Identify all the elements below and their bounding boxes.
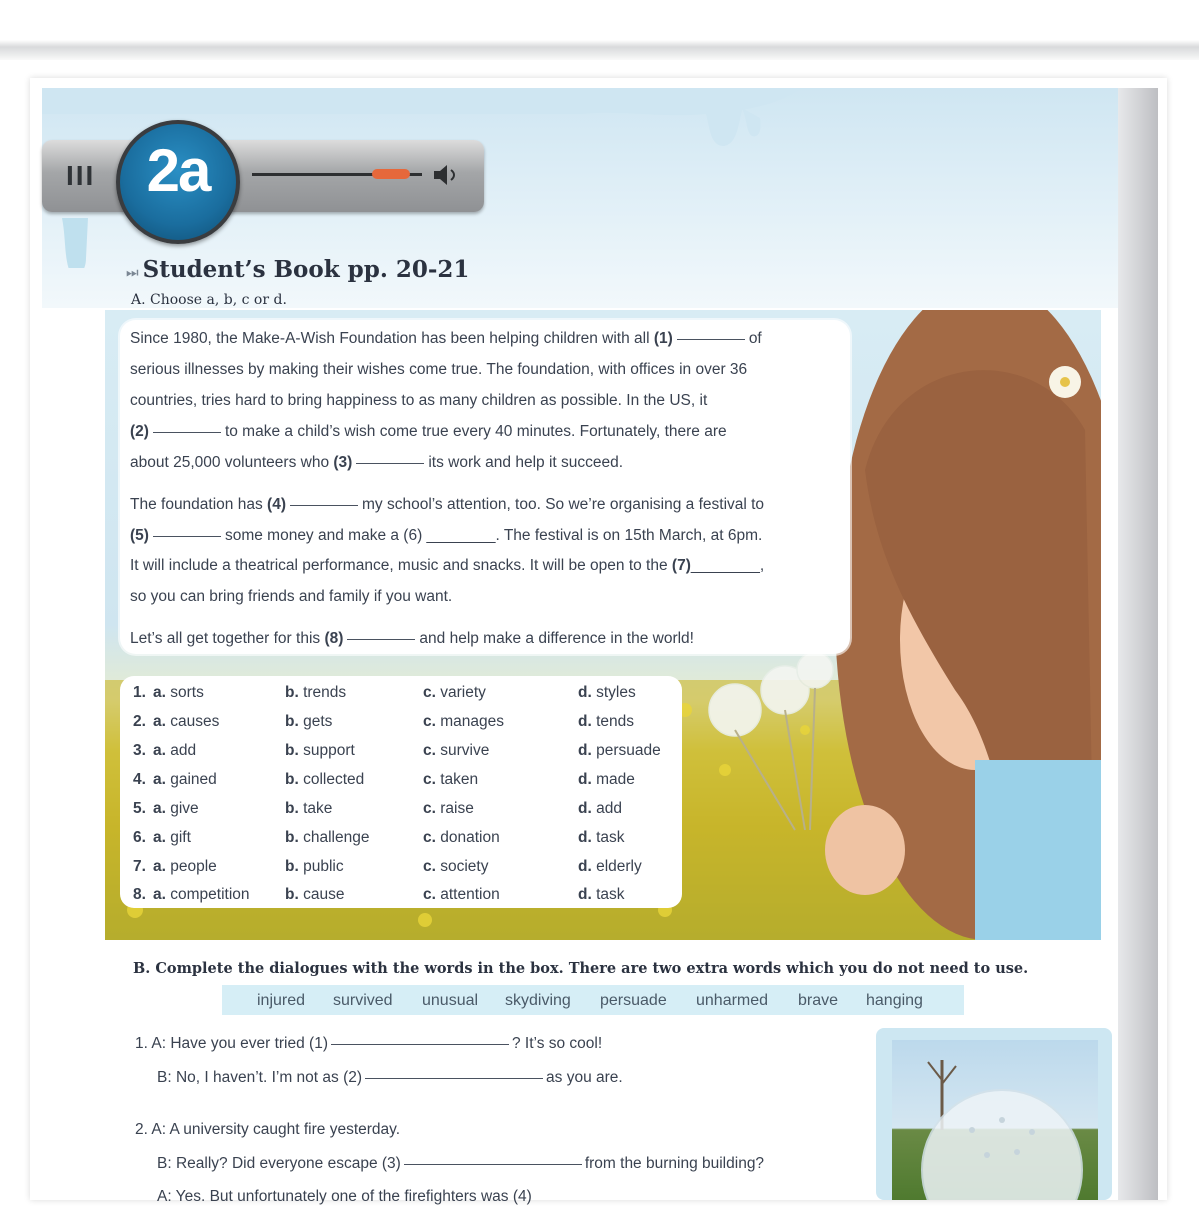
option-text: styles [596,684,636,701]
line-text: Let’s all get together for this [130,630,325,647]
option-b[interactable]: b. challenge [285,829,370,846]
option-text: raise [440,800,474,817]
option-text: people [170,858,217,875]
exercise-a-instruction: A. Choose a, b, c or d. [131,292,287,308]
option-text: tends [596,713,635,730]
option-text: donation [440,829,500,846]
dialogue-2-c [157,1188,532,1206]
line-text: to make a child’s wish come true every 40 minutes. Fortunately, there are [224,423,727,440]
lesson-badge-label: 2a [146,137,210,204]
option-text: public [303,858,344,875]
option-a[interactable]: a. causes [153,713,220,730]
option-text: gift [170,829,191,846]
option-text: challenge [303,829,370,846]
option-d[interactable]: d. persuade [578,742,661,759]
option-c[interactable]: c. attention [423,886,500,903]
option-d[interactable]: d. styles [578,684,636,701]
gap-5[interactable] [153,535,221,537]
option-c[interactable]: c. variety [423,684,486,701]
line-text: It will include a theatrical performance, music and snacks. It will be open to the [130,557,672,574]
gap-number: (7) [671,557,691,574]
passage-line-9 [130,588,452,606]
option-text: support [303,742,355,759]
option-text: elderly [596,858,642,875]
option-d[interactable]: d. add [578,800,622,817]
gap-2[interactable] [153,431,221,433]
word-box-item: brave [798,992,839,1009]
option-text: persuade [596,742,661,759]
option-text: variety [440,684,486,701]
option-text: competition [170,886,250,903]
option-text: add [170,742,197,759]
option-text: attention [440,886,500,903]
gap-number: (8) [324,630,344,647]
gap-8[interactable] [347,638,415,640]
option-text: task [596,829,625,846]
option-number: 2. [133,713,146,730]
line-text: ________, [690,557,765,574]
passage-line-1 [130,330,762,348]
line-text: countries, tries hard to bring happiness to as many children as possible. In the US, it [130,392,708,409]
option-d[interactable]: d. tends [578,713,635,730]
option-d[interactable]: d. task [578,829,625,846]
option-a[interactable]: a. add [153,742,197,759]
option-c[interactable]: c. survive [423,742,490,759]
word-box-item: survived [333,992,393,1009]
option-text: give [170,800,199,817]
option-text: society [440,858,489,875]
blank-1[interactable] [331,1043,509,1045]
option-a[interactable]: a. gift [153,829,191,846]
option-text: gets [303,713,333,730]
option-text: task [596,886,625,903]
gap-3[interactable] [356,462,424,464]
option-text: manages [440,713,504,730]
word-box-item: persuade [600,992,667,1009]
line-text: its work and help it succeed. [428,454,624,471]
gap-number: (1) [653,330,673,347]
passage-line-6 [130,496,764,514]
option-text: collected [303,771,365,788]
gap-number: (5) [130,527,149,544]
gap-number: (4) [267,496,286,513]
option-number: 4. [133,771,146,788]
option-b[interactable]: b. public [285,858,344,875]
gap-number: (3) [333,454,353,471]
passage-line-4 [130,423,727,441]
dialogue-text: 2. A: A university caught fire yesterday. [135,1121,401,1138]
exercise-b-instruction: B. Complete the dialogues with the words in the box. There are two extra words which you do not need to use. [133,960,1029,977]
option-b[interactable]: b. gets [285,713,333,730]
option-a[interactable]: a. give [153,800,199,817]
dialogue-1-b [157,1069,623,1087]
option-d[interactable]: d. task [578,886,625,903]
option-a[interactable]: a. sorts [153,684,204,701]
blank-2[interactable] [365,1077,543,1079]
option-c[interactable]: c. manages [423,713,504,730]
option-text: add [596,800,622,817]
word-box-item: unharmed [696,992,769,1009]
word-box-item: injured [257,992,306,1009]
option-c[interactable]: c. donation [423,829,500,846]
dialogue-text: from the burning building? [584,1155,765,1172]
option-number: 5. [133,800,146,817]
line-text: about 25,000 volunteers who [130,454,334,471]
speaker-icon [432,163,462,187]
passage-line-3 [130,392,707,410]
option-number: 6. [133,829,146,846]
option-a[interactable]: a. competition [153,886,250,903]
option-b[interactable]: b. take [285,800,333,817]
dialogue-text: B: No, I haven’t. I’m not as (2) [157,1069,363,1086]
page-spine-shadow [1118,88,1158,1200]
menu-bars-icon: III [66,160,96,191]
audio-slider-knob [372,169,410,179]
option-text: taken [440,771,479,788]
word-box-item: hanging [866,992,923,1009]
book-reference [126,256,469,283]
line-text: The foundation has [130,496,268,513]
option-b[interactable]: b. collected [285,771,365,788]
zorb-ball-photo [892,1040,1098,1200]
scan-top-edge [0,0,1199,60]
dialogue-2-a [135,1121,400,1139]
passage-line-2 [130,361,747,379]
dialogue-2-b [157,1155,764,1173]
passage-line-10 [130,630,694,648]
option-text: cause [303,886,345,903]
line-text: of [748,330,762,347]
option-c[interactable]: c. taken [423,771,479,788]
gap-number: (2) [130,423,149,440]
dialogue-text: A: Yes. But unfortunately one of the firefighters was (4) [157,1188,532,1205]
option-text: gained [170,771,217,788]
gap-1[interactable] [677,338,745,340]
option-number: 8. [133,886,146,903]
option-text: sorts [170,684,204,701]
line-text: so you can bring friends and family if you want. [130,588,453,605]
option-b[interactable]: b. cause [285,886,345,903]
word-box-item: unusual [422,992,479,1009]
option-b[interactable]: b. support [285,742,355,759]
option-text: trends [303,684,347,701]
option-d[interactable]: d. made [578,771,635,788]
book-reference-label: Student’s Book pp. 20-21 [142,256,470,283]
passage-line-7 [130,527,762,545]
option-text: survive [440,742,490,759]
option-c[interactable]: c. raise [423,800,474,817]
option-d[interactable]: d. elderly [578,858,642,875]
line-text: Since 1980, the Make-A-Wish Foundation has been helping children with all [130,330,654,347]
zorb-illustration [892,1040,1098,1200]
option-text: take [303,800,333,817]
option-text: made [596,771,635,788]
option-text: causes [170,713,220,730]
dialogue-text: ? It’s so cool! [511,1035,603,1052]
line-text: some money and make a (6) ________. The festival is on 15th March, at 6pm. [224,527,763,544]
option-a[interactable]: a. people [153,858,217,875]
dialogue-text: 1. A: Have you ever tried (1) [135,1035,328,1052]
gap-4[interactable] [290,504,358,506]
option-number: 3. [133,742,146,759]
dialogue-1-a [135,1035,602,1053]
option-c[interactable]: c. society [423,858,489,875]
line-text: and help make a difference in the world! [419,630,694,647]
option-number: 1. [133,684,146,701]
option-number: 7. [133,858,146,875]
word-box-item: skydiving [505,992,571,1009]
skip-forward-icon: ⏭ [126,265,139,281]
passage-line-8 [130,557,764,575]
option-b[interactable]: b. trends [285,684,347,701]
dialogue-text: B: Really? Did everyone escape (3) [157,1155,401,1172]
lesson-header-bar [42,140,484,212]
blank-3[interactable] [404,1163,582,1165]
line-text: my school’s attention, too. So we’re organising a festival to [361,496,765,513]
dialogue-text: as you are. [546,1069,623,1086]
option-a[interactable]: a. gained [153,771,217,788]
passage-line-5 [130,454,623,472]
line-text: serious illnesses by making their wishes come true. The foundation, with offices in over 36 [130,361,748,378]
